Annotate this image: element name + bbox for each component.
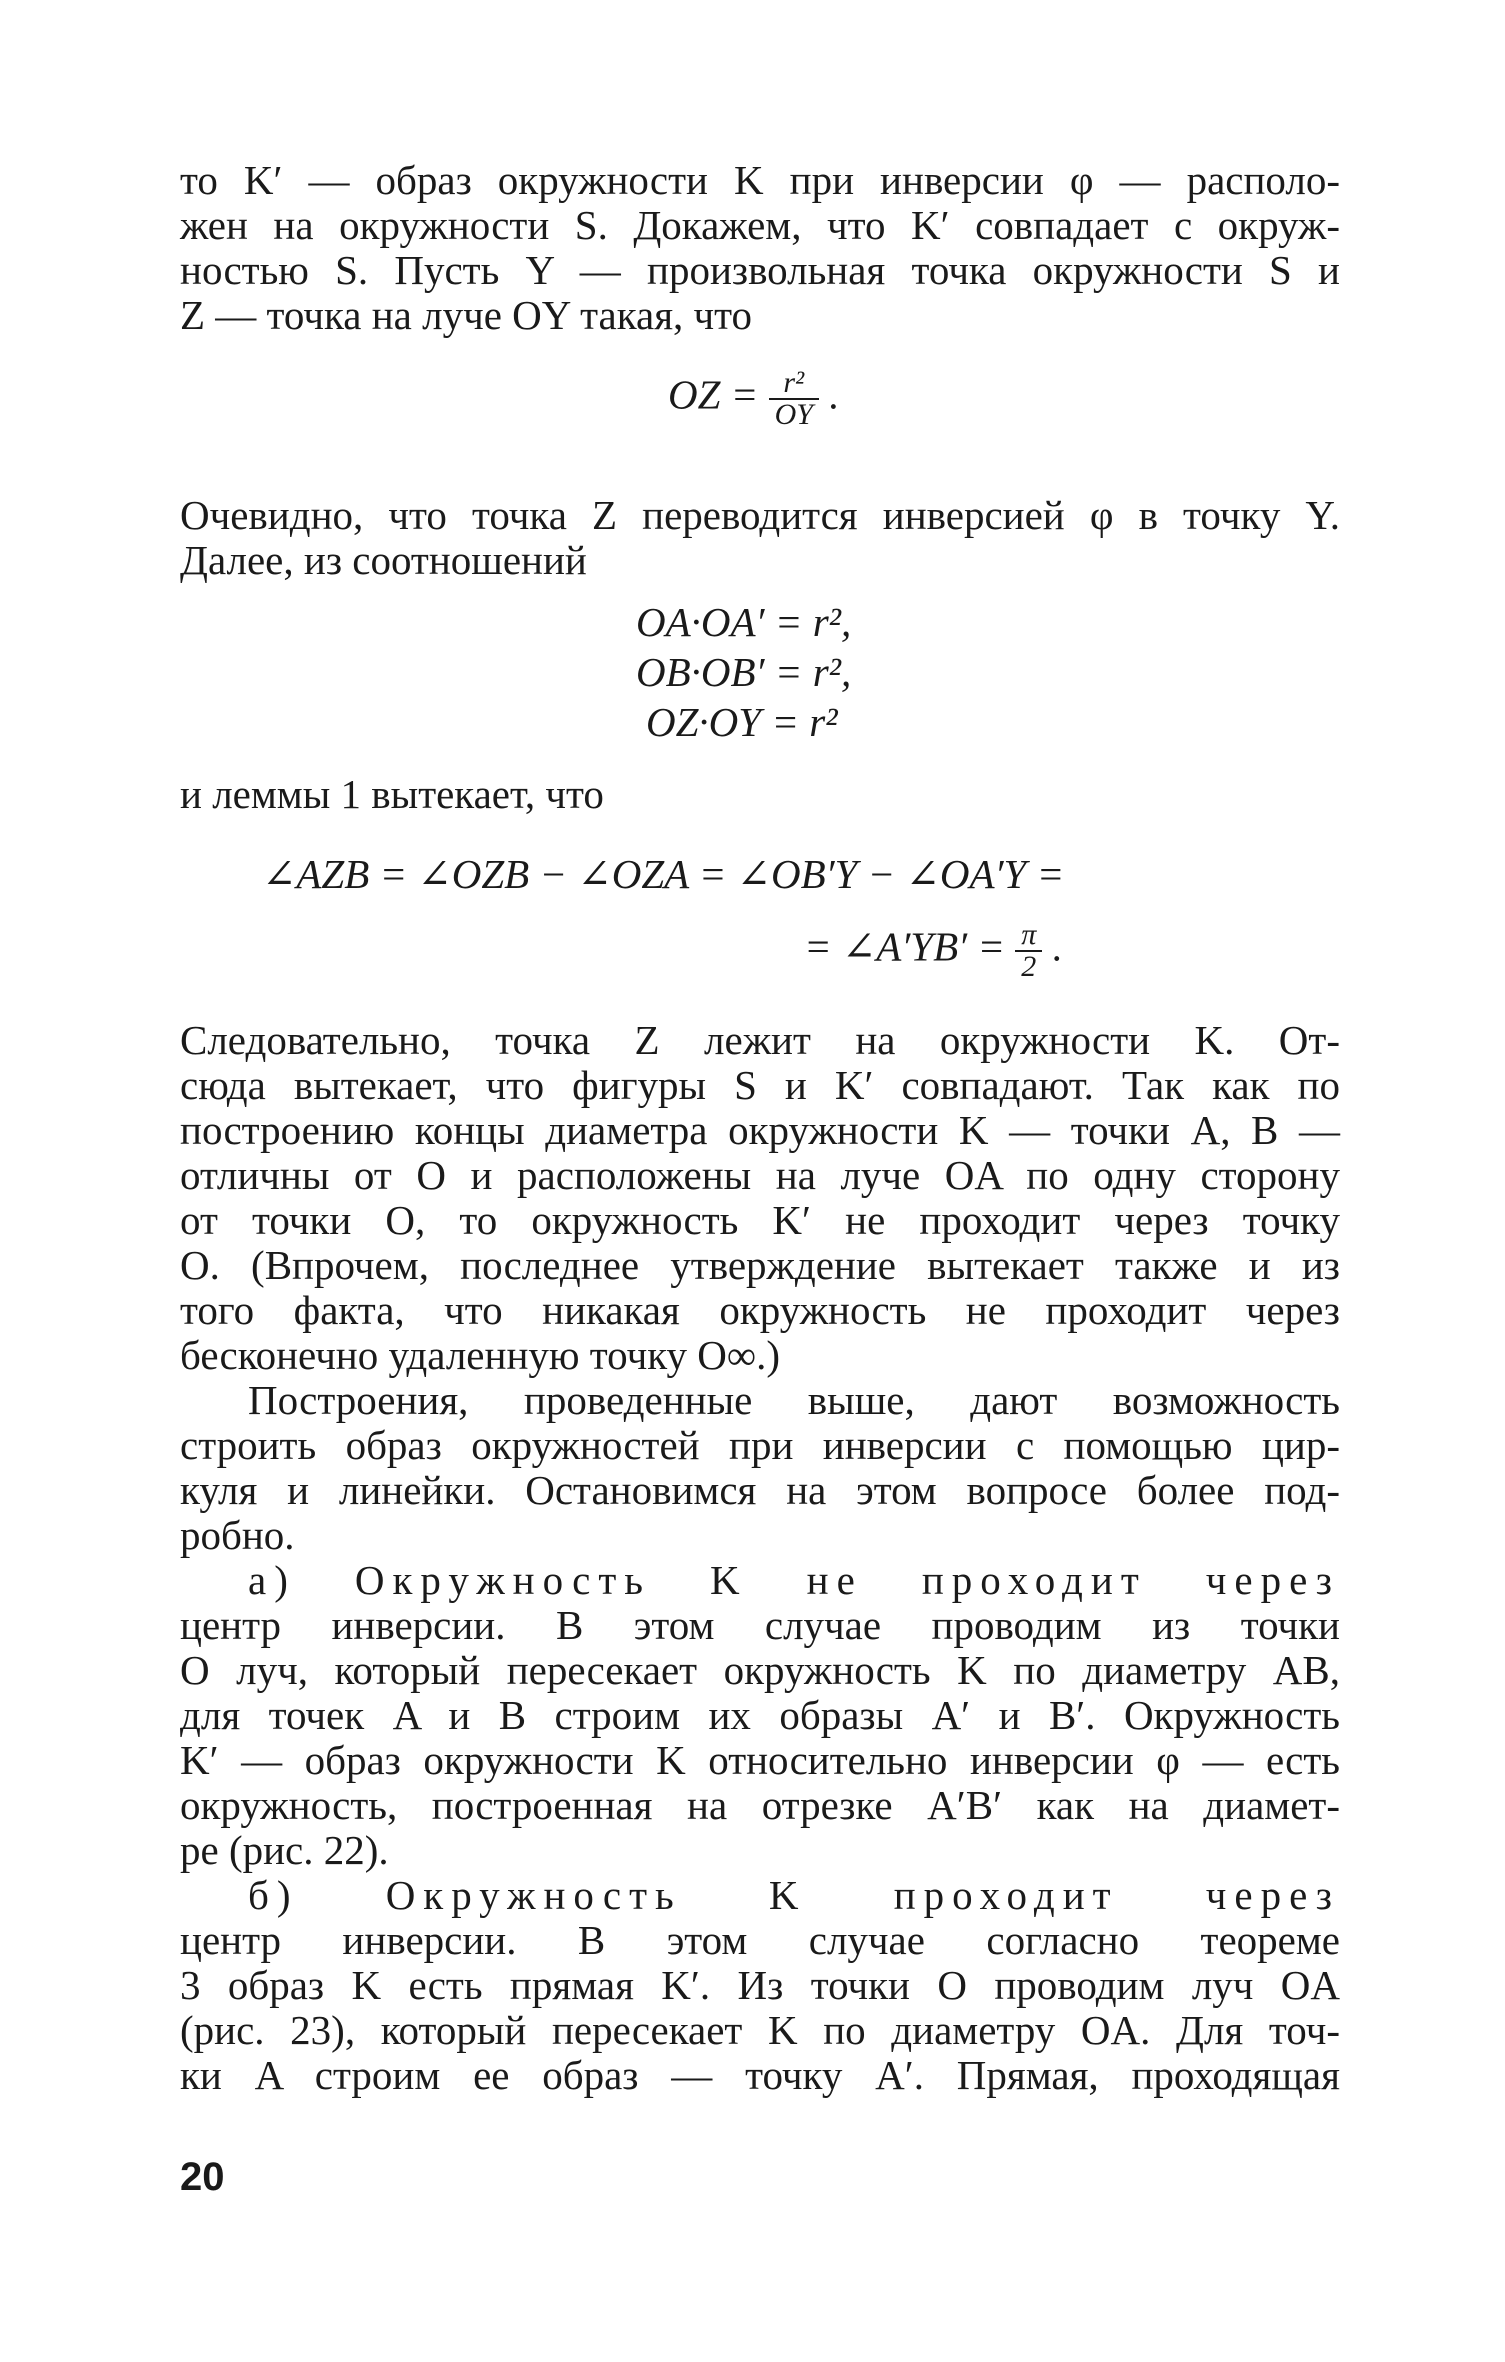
relation-oz: OZ·OY = r² — [646, 699, 838, 745]
page-number: 20 — [180, 2155, 225, 2199]
text-line: O. (Впрочем, последнее утверждение вытекает также и из — [180, 1242, 1340, 1288]
text-line: (рис. 23), который пересекает K по диаметру OA. Для точ- — [180, 2007, 1340, 2053]
text-line: того факта, что никакая окружность не проходит через — [180, 1287, 1340, 1333]
fraction — [769, 368, 819, 430]
text-line: K′ — образ окружности K относительно инверсии φ — есть — [180, 1737, 1340, 1783]
paragraph-case-b — [180, 1873, 1340, 2098]
formula-lhs: OZ = — [668, 371, 759, 418]
fraction-denominator: OY — [769, 398, 819, 430]
text-line: Z — точка на луче OY такая, что — [180, 292, 753, 338]
paragraph-5 — [180, 1378, 1340, 1558]
formula-end: . — [1052, 923, 1063, 970]
case-a-heading: а) Окружность K не проходит через — [248, 1557, 1340, 1603]
paragraph-3 — [180, 772, 1340, 817]
paragraph-4 — [180, 1018, 1340, 1378]
text-line: строить образ окружностей при инверсии с помощью цир- — [180, 1422, 1340, 1468]
case-b-heading: б) Окружность K проходит через — [248, 1872, 1340, 1918]
paragraph-1 — [180, 158, 1340, 338]
text-line: жен на окружности S. Докажем, что K′ совпадает с окруж- — [180, 202, 1340, 248]
paragraph-2 — [180, 493, 1340, 583]
text-line: Далее, из соотношений — [180, 537, 587, 583]
fraction — [1015, 920, 1042, 982]
formula-end: . — [829, 371, 840, 418]
angle-formula-line-1: ∠AZB = ∠OZB − ∠OZA = ∠OB′Y − ∠OA′Y = — [262, 851, 1065, 897]
fraction-numerator: r² — [783, 366, 805, 399]
fraction-denominator: 2 — [1015, 950, 1042, 982]
fraction-numerator: π — [1021, 918, 1037, 951]
text-line: построению концы диаметра окружности K — точки A, B — — [180, 1107, 1340, 1153]
text-line: сюда вытекает, что фигуры S и K′ совпадают. Так как по — [180, 1062, 1340, 1108]
text-line: центр инверсии. В этом случае согласно теореме — [180, 1917, 1340, 1963]
text-line: Очевидно, что точка Z переводится инверсией φ в точку Y. — [180, 492, 1340, 538]
formula-oz — [668, 368, 839, 430]
text-line: от точки O, то окружность K′ не проходит через точку — [180, 1197, 1340, 1243]
text-line: робно. — [180, 1512, 295, 1558]
text-line: бесконечно удаленную точку O∞.) — [180, 1332, 781, 1378]
text-line: окружность, построенная на отрезке A′B′ как на диамет- — [180, 1782, 1340, 1828]
text-line: ки A строим ее образ — точку A′. Прямая, проходящая — [180, 2052, 1340, 2098]
relation-ob: OB·OB′ = r², — [636, 649, 852, 695]
text-line: отличны от O и расположены на луче OA по одну сторону — [180, 1152, 1340, 1198]
text-line: для точек A и B строим их образы A′ и B′. Окружность — [180, 1692, 1340, 1738]
text-line: и леммы 1 вытекает, что — [180, 771, 604, 817]
text-line: 3 образ K есть прямая K′. Из точки O проводим луч OA — [180, 1962, 1340, 2008]
text-line: то K′ — образ окружности K при инверсии φ — располо- — [180, 157, 1340, 203]
text-line: центр инверсии. В этом случае проводим из точки — [180, 1602, 1340, 1648]
text-line: Следовательно, точка Z лежит на окружности K. От- — [180, 1017, 1340, 1063]
angle-formula-line-2 — [804, 920, 1063, 982]
paragraph-case-a — [180, 1558, 1340, 1873]
text-line: ностью S. Пусть Y — произвольная точка окружности S и — [180, 247, 1340, 293]
text-line: куля и линейки. Остановимся на этом вопросе более под- — [180, 1467, 1340, 1513]
formula-lhs: = ∠A′YB′ = — [804, 923, 1006, 970]
relation-oa: OA·OA′ = r², — [636, 599, 852, 645]
text-line: ре (рис. 22). — [180, 1827, 389, 1873]
text-line: O луч, который пересекает окружность K по диаметру AB, — [180, 1647, 1340, 1693]
text-line: Построения, проведенные выше, дают возможность — [248, 1377, 1340, 1423]
